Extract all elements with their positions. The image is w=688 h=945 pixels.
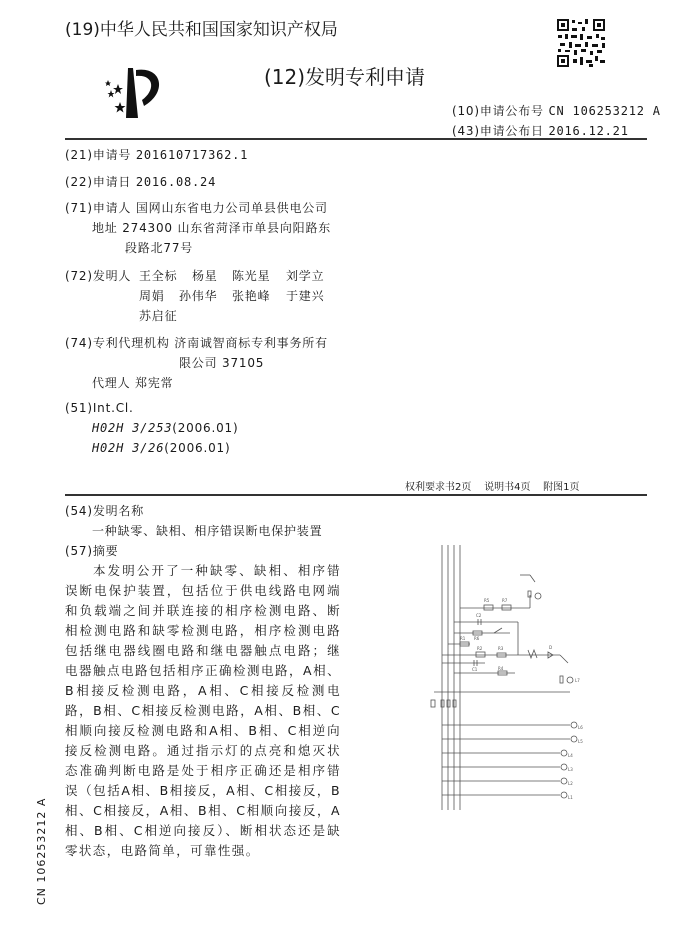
publication-number [452, 102, 661, 119]
section-divider [65, 494, 647, 496]
inventor: 王全标 [139, 269, 178, 283]
component-label: D [549, 645, 553, 650]
inventor: 苏启征 [139, 309, 178, 323]
component-label: R7 [502, 598, 508, 603]
component-label: C1 [472, 667, 478, 672]
component-label: R4 [498, 666, 504, 671]
abstract-label: (57)摘要 [65, 544, 119, 558]
applicant-label: (71)申请人 [65, 201, 132, 215]
application-number [65, 146, 248, 163]
inventor: 陈光星 [232, 269, 271, 283]
application-date [65, 173, 216, 190]
component-label: R1 [460, 636, 466, 641]
component-label: R3 [498, 646, 504, 651]
address-label: 地址 [92, 221, 118, 235]
app-date-label: (22)申请日 [65, 175, 132, 189]
abstract-body: 本发明公开了一种缺零、缺相、相序错误断电保护装置，包括位于供电线路电网端和负载端之间并联连接的相序检测电路、断相检测电路和缺零检测电路，相序检测电路包括继电器线圈电路和继电器触点电路；继电器触点电路包括相序正确检测电路，A相、B相接反检测电路，A相、C相接反检测电路，B相、C相接反检测电路，A相、B相、C相顺向接反检测电路和A相、B相、C相逆向接反检测电路。通过指示灯的点亮和熄灭状态准确判断电路是处于相序正确还是相序错误（包括A相、B相接反，A相、C相接反，B相、C相接反，A相、B相、C相顺向接反，A相、B相、C相逆向接反）、断相状态还是缺零状态，电路简单，可靠性强。 [65, 563, 341, 858]
office-name: (19)中华人民共和国国家知识产权局 [65, 20, 338, 40]
component-label: C2 [476, 613, 482, 618]
address [92, 219, 331, 236]
abstract-text [65, 561, 341, 861]
int-cl-label: (51)Int.Cl. [65, 401, 134, 415]
pub-no-label: (10)申请公布号 [452, 104, 544, 118]
patent-agency [65, 334, 328, 351]
applicant [65, 199, 328, 216]
lamp-rows [442, 722, 583, 800]
component-label: R6 [474, 636, 480, 641]
component-label: L7 [575, 678, 580, 683]
lamp-label: L6 [578, 725, 583, 730]
lamp-label: L1 [568, 795, 573, 800]
address-line-2: 段路北77号 [125, 241, 194, 255]
inventor: 张艳峰 [232, 289, 271, 303]
ipc-version: (2006.01) [164, 441, 231, 455]
cnipa-logo [100, 62, 170, 120]
pub-date-label: (43)申请公布日 [452, 124, 544, 138]
pub-date-value: 2016.12.21 [548, 124, 629, 138]
ipc-code: H02H 3/26 [92, 441, 165, 455]
lamp-label: L2 [568, 781, 573, 786]
document-type: (12)发明专利申请 [264, 65, 426, 89]
lamp-label: L3 [568, 767, 573, 772]
pub-no-value: CN 106253212 A [548, 104, 661, 118]
agency-line-2: 限公司 37105 [179, 356, 265, 370]
inventor: 孙伟华 [179, 289, 218, 303]
ipc-class [92, 441, 230, 455]
agent [92, 374, 173, 391]
inventor: 刘学立 [286, 269, 325, 283]
publication-date [452, 122, 629, 139]
agent-value: 郑宪常 [135, 376, 174, 390]
ipc-class [92, 421, 238, 435]
component-label: R5 [484, 598, 490, 603]
lamp-label: L4 [568, 753, 573, 758]
lamp-label: L5 [578, 739, 583, 744]
app-no-label: (21)申请号 [65, 148, 132, 162]
address-line-1: 274300 山东省菏泽市单县向阳路东 [122, 221, 332, 235]
agent-label: 代理人 [92, 376, 131, 390]
header-divider [65, 138, 647, 140]
app-no-value: 201610717362.1 [135, 148, 249, 162]
app-date-value: 2016.08.24 [135, 175, 217, 189]
agency-label: (74)专利代理机构 [65, 336, 170, 350]
bus-lines [442, 545, 460, 810]
ipc-code: H02H 3/253 [92, 421, 173, 435]
ipc-version: (2006.01) [172, 421, 239, 435]
qr-code [556, 18, 606, 68]
circuit-diagram [420, 530, 620, 830]
inventors-label: (72)发明人 [65, 269, 132, 283]
side-publication-number: CN 106253212 A [35, 797, 48, 905]
invention-title: 一种缺零、缺相、相序错误断电保护装置 [92, 524, 323, 538]
component-label: R2 [477, 646, 483, 651]
page-counts: 权利要求书2页 说明书4页 附图1页 [405, 482, 580, 493]
applicant-value: 国网山东省电力公司单县供电公司 [135, 201, 328, 215]
inventor: 周娟 [139, 289, 165, 303]
inventor: 杨星 [192, 269, 218, 283]
agency-line-1: 济南诚智商标专利事务所有 [174, 336, 328, 350]
inventor: 于建兴 [286, 289, 325, 303]
title-label: (54)发明名称 [65, 504, 145, 518]
